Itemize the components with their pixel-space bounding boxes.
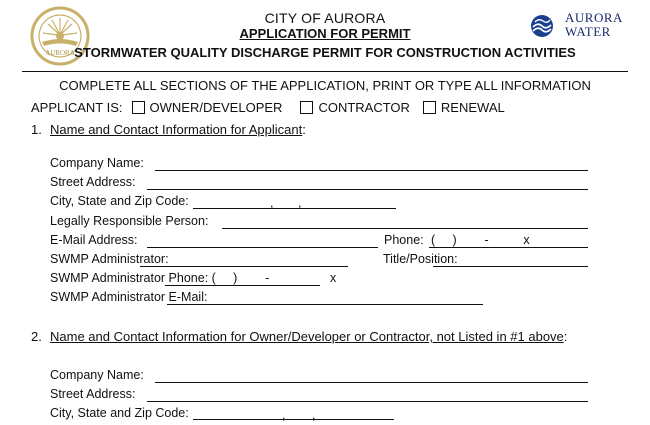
- header-divider: [22, 71, 628, 72]
- s1-swmp-email-field[interactable]: [167, 304, 483, 305]
- s2-city-label: City, State and Zip Code:: [50, 406, 189, 420]
- s1-email-label: E-Mail Address:: [50, 233, 138, 247]
- permit-title: STORMWATER QUALITY DISCHARGE PERMIT FOR CONSTRUCTION ACTIVITIES: [74, 45, 576, 60]
- s1-street-field[interactable]: [147, 189, 588, 190]
- s1-swmp-phone-label: SWMP Administrator Phone: ( ) -: [50, 271, 270, 285]
- s1-company-label: Company Name:: [50, 156, 144, 170]
- section-2-title: Name and Contact Information for Owner/Developer or Contractor, not Listed in #1 above: [50, 329, 564, 344]
- application-title: APPLICATION FOR PERMIT: [239, 26, 411, 41]
- applicant-label: APPLICANT IS:: [31, 100, 123, 115]
- s2-company-field[interactable]: [155, 382, 588, 383]
- s1-title-position-field[interactable]: [433, 266, 588, 267]
- s1-phone-label: Phone:: [384, 233, 424, 247]
- s1-swmp-phone-ext: x: [330, 271, 337, 285]
- s1-company-field[interactable]: [155, 170, 588, 171]
- s1-city-field[interactable]: [193, 208, 396, 209]
- contractor-checkbox[interactable]: [300, 101, 313, 114]
- svg-text:AURORA: AURORA: [45, 49, 75, 57]
- applicant-option-owner[interactable]: [132, 100, 283, 115]
- section-1-title: Name and Contact Information for Applicant: [50, 122, 303, 137]
- owner-developer-checkbox[interactable]: [132, 101, 145, 114]
- s1-city-label: City, State and Zip Code:: [50, 194, 189, 208]
- owner-developer-label: OWNER/DEVELOPER: [149, 100, 283, 115]
- contractor-label: CONTRACTOR: [318, 100, 410, 115]
- s1-title-position-label: Title/Position:: [383, 252, 458, 266]
- s1-phone-mask: ( ) - x: [431, 233, 530, 247]
- city-title: CITY OF AURORA: [264, 10, 386, 26]
- section-2-heading: 2. Name and Contact Information for Owner/Developer or Contractor, not Listed in #1 above:: [31, 329, 568, 344]
- s2-city-field[interactable]: [193, 419, 394, 420]
- s1-swmp-phone-field[interactable]: [165, 285, 320, 286]
- s1-swmp-admin-label: SWMP Administrator:: [50, 252, 169, 266]
- s1-phone-field[interactable]: [429, 247, 588, 248]
- s1-email-field[interactable]: [147, 247, 378, 248]
- aurora-water-wordmark: AURORA WATER: [565, 10, 623, 39]
- applicant-type-row: [31, 100, 505, 115]
- s2-company-label: Company Name:: [50, 368, 144, 382]
- renewal-label: RENEWAL: [440, 100, 505, 115]
- renewal-checkbox[interactable]: [423, 101, 436, 114]
- s1-swmp-admin-field[interactable]: [140, 266, 348, 267]
- applicant-option-renewal[interactable]: [423, 100, 505, 115]
- s1-responsible-field[interactable]: [222, 228, 588, 229]
- s1-street-label: Street Address:: [50, 175, 136, 189]
- applicant-option-contractor[interactable]: [300, 100, 409, 115]
- s2-street-field[interactable]: [147, 401, 588, 402]
- s1-swmp-email-label: SWMP Administrator E-Mail:: [50, 290, 208, 304]
- section-1-heading: 1. Name and Contact Information for Applicant:: [31, 122, 306, 137]
- s2-street-label: Street Address:: [50, 387, 136, 401]
- instructions-text: COMPLETE ALL SECTIONS OF THE APPLICATION, PRINT OR TYPE ALL INFORMATION: [59, 78, 591, 93]
- s1-responsible-label: Legally Responsible Person:: [50, 214, 209, 228]
